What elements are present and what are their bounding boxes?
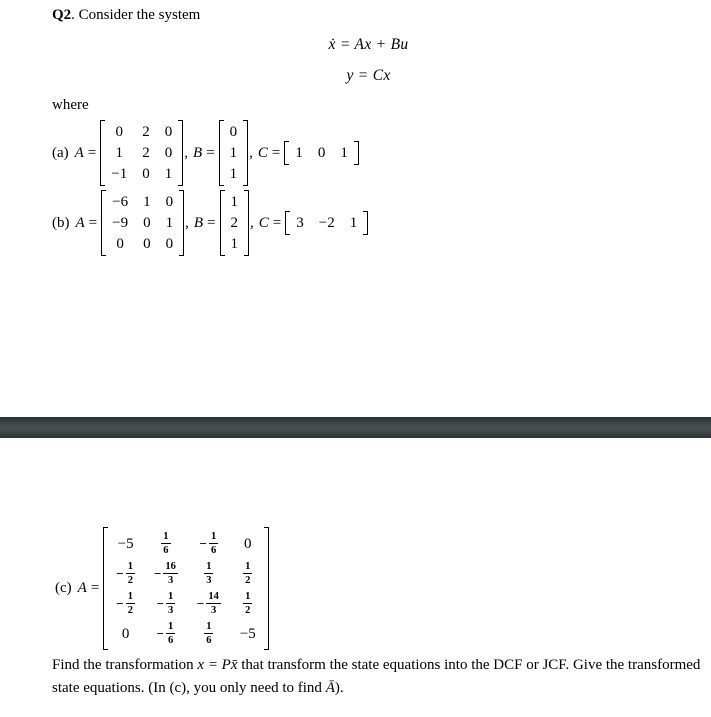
matrix-cell: −5 [117,535,134,552]
equals-sign: = [207,214,216,231]
matrix-B-variable: B [193,214,204,231]
transformation-equation: x = Px̄ [197,657,238,673]
fraction: $\frac{1}{6}$ [206,621,212,646]
part-a-line [52,120,360,186]
matrix-cell [204,561,213,586]
matrix-cells [290,211,363,235]
matrix-cells [225,190,245,256]
matrix-cells [289,141,354,165]
matrix-cell: −1 [111,166,128,182]
matrix-cell [200,531,219,556]
equals-sign: = [271,144,281,161]
bracket-right [363,211,368,235]
matrix-cell: 3 [296,215,304,231]
matrix-B-variable: B [193,144,203,161]
bracket-right [243,120,248,186]
minus-sign: − [156,625,165,641]
state-equation: ẋ = Ax + Bu [328,36,409,53]
part-c-label: (c) [55,580,72,596]
part-b-line [52,190,369,256]
fraction: $\frac{1}{2}$ [245,561,251,586]
matrix-cell [243,591,252,616]
matrix-cell: 0 [121,625,130,642]
matrix-cell: 0 [143,215,151,231]
page-separator-bar [0,417,711,438]
matrix-cell: 1 [229,166,238,182]
matrix-cell: 1 [165,215,174,231]
bracket-right [264,527,269,650]
system-equations [0,36,711,85]
comma: , [249,144,253,161]
part-a-rowvector-C [284,141,359,165]
matrix-cell: −6 [112,194,129,210]
matrix-cell: 0 [142,166,150,182]
A-bar-symbol: Ā [325,679,335,696]
matrix-cell: 0 [116,236,124,252]
bracket-right [179,190,184,256]
fraction: $\frac{1}{6}$ [210,531,217,556]
matrix-cell: 0 [115,124,124,140]
bracket-right [244,190,249,256]
matrix-cell: 1 [164,166,173,182]
closing-text: Find the transformation [52,657,198,673]
matrix-cell: 1 [349,215,358,231]
matrix-cell: 0 [317,145,326,161]
matrix-cell: 1 [230,194,238,210]
comma: , [185,214,189,231]
equals-sign: = [206,144,215,161]
minus-sign: − [116,565,124,581]
matrix-cell: 0 [143,236,151,252]
fraction: $\frac{1}{2}$ [245,591,251,616]
matrix-cell: 1 [115,145,124,161]
matrix-A-variable: A [74,144,84,161]
fraction: $\frac{1}{3}$ [206,561,212,586]
fraction: $\frac{1}{2}$ [127,561,133,586]
matrix-cell: −5 [239,625,256,642]
minus-sign: − [199,535,207,551]
fraction: $\frac{1}{6}$ [168,621,174,646]
matrix-cell: 1 [340,145,348,161]
matrix-cell [243,561,252,586]
part-b-vector-B [220,190,250,256]
matrix-A-variable: A [75,214,85,231]
closing-text: ). [334,679,344,696]
fraction: $\frac{14}{3}$ [208,591,219,616]
matrix-cell: 0 [229,124,238,140]
equals-sign: = [272,214,282,231]
question-number: Q2 [52,7,72,23]
matrix-cell: 1 [229,145,238,161]
matrix-cell [161,531,170,556]
matrix-C-variable: C [257,144,268,161]
output-equation: y = Cx [346,67,391,84]
part-b-rowvector-C [285,211,368,235]
matrix-cell: −9 [112,215,129,231]
fraction: $\frac{1}{3}$ [168,591,174,616]
closing-instructions [52,654,704,699]
equals-sign: = [90,580,100,596]
part-a-matrix-A [100,120,183,186]
matrix-cell: 1 [295,145,303,161]
part-a-label: (a) [52,144,69,161]
minus-sign: − [153,565,162,581]
matrix-cell [116,561,135,586]
minus-sign: − [196,595,205,611]
equals-sign: = [87,144,97,161]
bracket-right [178,120,183,186]
part-c-matrix-A [103,527,268,650]
part-c-line [55,527,270,650]
matrix-cell: 2 [142,145,150,161]
where-label: where [52,97,89,113]
matrix-cell [116,591,135,616]
question-intro: . Consider the system [71,7,201,23]
matrix-cell [154,561,178,586]
matrix-cell: 1 [143,194,151,210]
part-b-matrix-A [101,190,184,256]
comma: , [184,144,189,161]
minus-sign: − [116,595,124,611]
matrix-A-variable: A [77,580,87,596]
equals-sign: = [88,214,98,231]
matrix-cell [204,621,213,646]
question-title [52,7,200,24]
matrix-cell: 0 [164,124,173,140]
matrix-cell: 2 [230,215,238,231]
fraction: $\frac{16}{3}$ [165,561,176,586]
comma: , [250,214,254,231]
matrix-cell [157,621,176,646]
part-b-label: (b) [52,214,70,231]
fraction: $\frac{1}{2}$ [127,591,133,616]
matrix-C-variable: C [258,214,269,231]
matrix-cells [105,120,178,186]
fraction: $\frac{1}{6}$ [163,531,169,556]
matrix-cell: 0 [244,535,252,552]
matrix-cell: 0 [165,236,174,252]
matrix-cells [106,190,179,256]
part-a-vector-B [219,120,249,186]
matrix-cells [108,527,263,650]
matrix-cell: 1 [230,236,238,252]
matrix-cell: 2 [142,124,150,140]
minus-sign: − [156,595,165,611]
bracket-right [354,141,359,165]
matrix-cell: 0 [165,194,174,210]
matrix-cell: −2 [318,215,335,231]
matrix-cells [224,120,244,186]
closing-text: that transform the state equations into the DCF or JCF. Give the transformed state equations. (In (c), you only need to find [52,657,701,696]
matrix-cell [197,591,221,616]
matrix-cell [157,591,176,616]
matrix-cell: 0 [164,145,173,161]
